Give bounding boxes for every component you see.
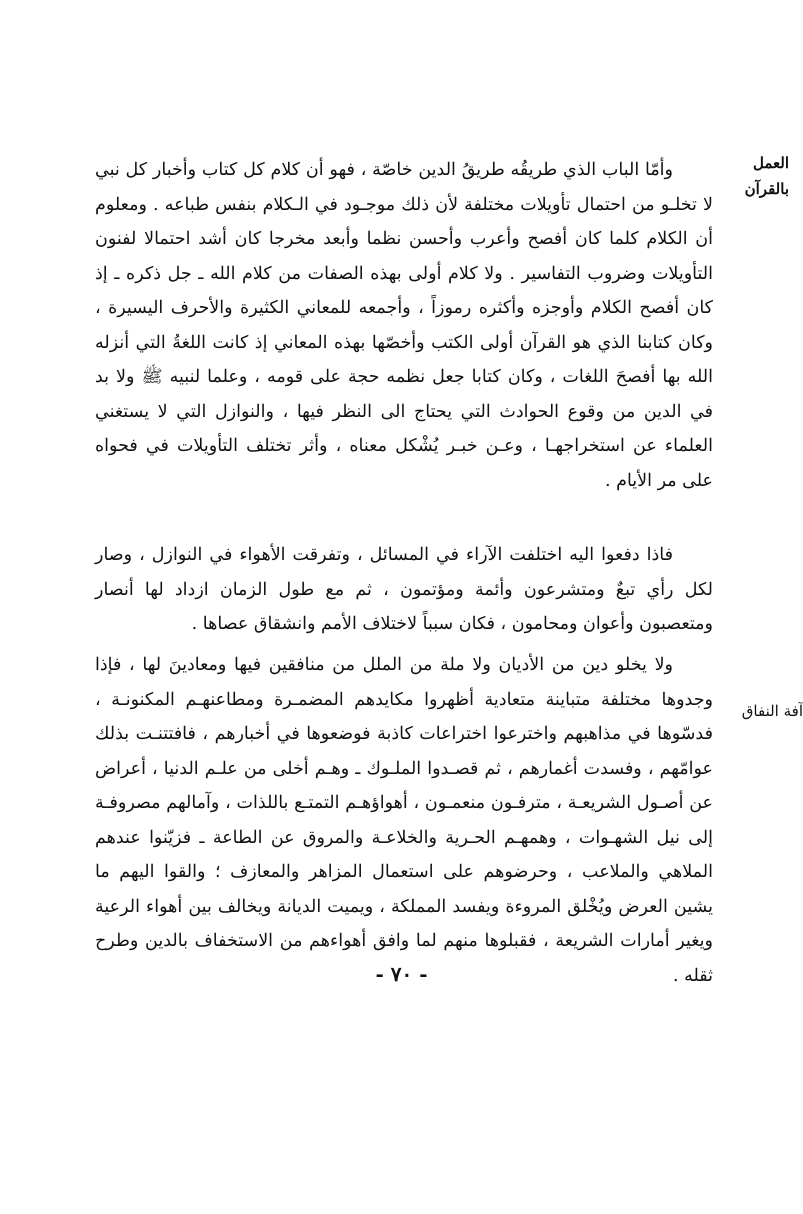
paragraph-2-text: فاذا دفعوا اليه اختلفت الآراء في المسائل ، وتفرقت الأهواء في النوازل ، وصار لكل رأي تبعٌ ومتشرعون وأئمة ومؤتمون ، ثم مع طول الزمان ازداد لها أنصار ومتعصبون وأعوان ومحامون ، فكان سبباً لاختلاف الأمم وانشقاق عصاها . bbox=[95, 545, 713, 634]
paragraph-1 bbox=[95, 153, 713, 498]
margin-note-hypocrisy: آفة النفاق bbox=[741, 702, 803, 720]
paragraph-3 bbox=[95, 648, 713, 993]
margin-note-quran-practice: العمل بالقرآن bbox=[744, 154, 789, 198]
page-number: - ٧٠ - bbox=[375, 962, 428, 986]
paragraph-1-text: وأمّا الباب الذي طريقُه طريقُ الدين خاصّة ، فهو أن كلام كل كتاب وأخبار كل نبي لا تخلـو من احتمال تأويلات مختلفة لأن ذلك موجـود في الـكلام بنفس طباعه . ومعلوم أن الكلام كلما كان أفصح وأعرب وأحسن نظما وأبعد مخرجا كان أشد احتمالا لفنون التأويلات وضروب التفاسير . ولا كلام أولى بهذه الصفات من كلام الله ـ جل ذكره ـ إذ كان أفصح الكلام وأوجزه وأكثره رموزاً ، وأجمعه للمعاني الكثيرة والأحرف اليسيرة ، وكان كتابنا الذي هو القرآن أولى الكتب وأخصّها بهذه المعاني إذ كانت اللغةُ التي أنزله الله بها أفصحَ اللغات ، وكان كتابا جعل نظمه حجة على قومه ، وعلما لنبيه ﷺ ولا بد في الدين من وقوع الحوادث التي يحتاج الى النظر فيها ، والنوازل التي لا يستغني العلماء عن استخراجهـا ، وعـن خبـر يُشْكل معناه ، وأثر تختلف التأويلات في فحواه على مر الأيام . bbox=[95, 160, 713, 491]
paragraph-2 bbox=[95, 538, 713, 642]
paragraph-3-text: ولا يخلو دين من الأديان ولا ملة من الملل من منافقين فيها ومعادينَ لها ، فإذا وجدوها مختلفة متباينة متعادية أظهروا مكايدهم المضمـرة ومطاعنهـم المكنونـة ، فدسّوها في مذاهبهم واخترعوا اختراعات كاذبة فوضعوها في أخبارهم ، فافتتنـت بذلك عوامّهم ، وفسدت أغمارهم ، ثم قصـدوا الملـوك ـ وهـم أخلى من علـم الدنيا ، أعراض عن أصـول الشريعـة ، مترفـون منعمـون ، أهواؤهـم التمتـع باللذات ، وآمالهم مصروفـة إلى نيل الشهـوات ، وهمهـم الحـرية والخلاعـة والمروق عن الطاعة ـ فزيّنوا عندهم الملاهي والملاعب ، وحرضوهم على استعمال المزاهر والمعازف ؛ والقوا اليهم ما يشين العرض ويُخْلق المروءة ويفسد المملكة ، ويميت الديانة ويخالف بين أهواء الرعية ويغير أمارات الشريعة ، فقبلوها منهم لما وافق أهواءهم من الاستخفاف بالدين وطرح ثقله . bbox=[95, 655, 713, 986]
